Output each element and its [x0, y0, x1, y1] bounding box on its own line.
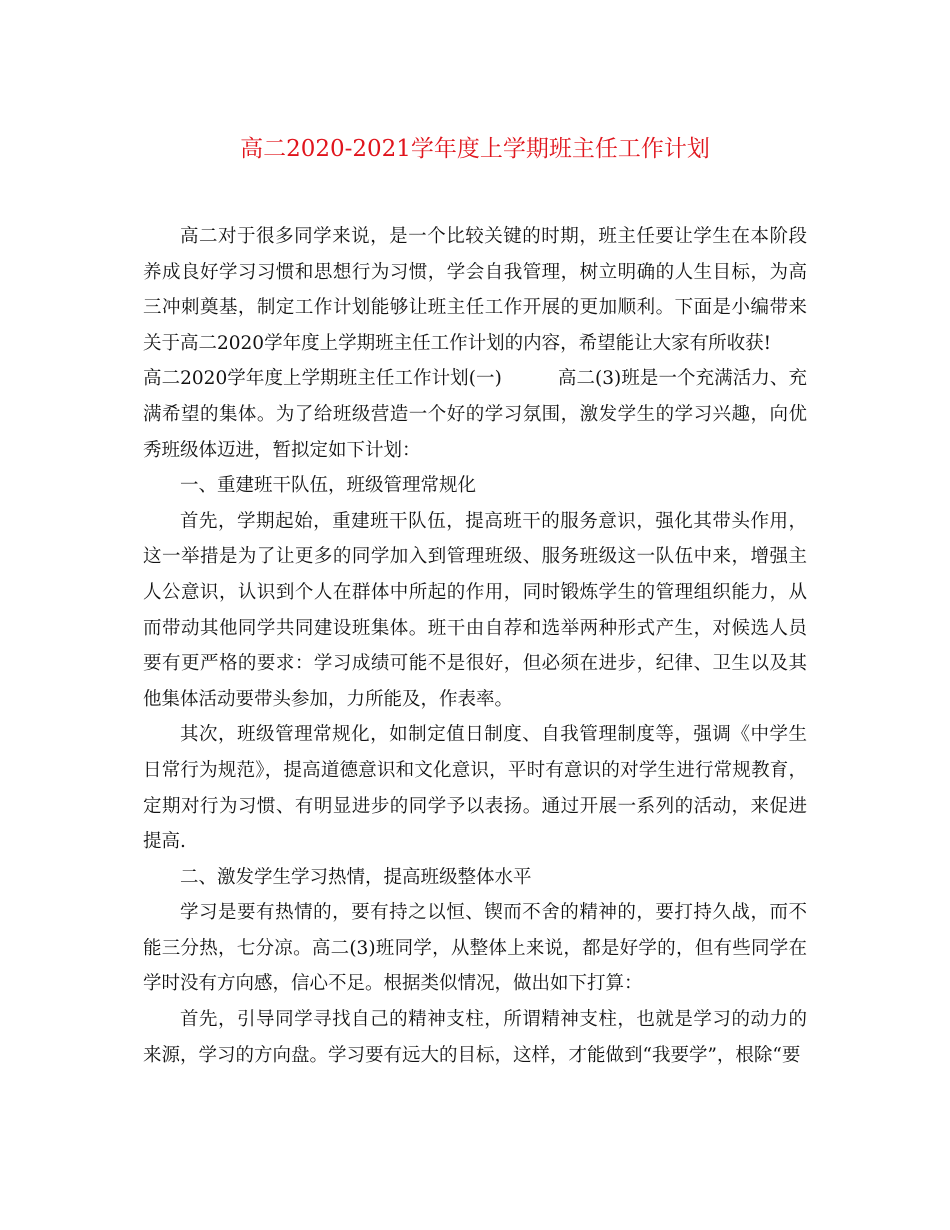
section-2-paragraph-2: 首先，引导同学寻找自己的精神支柱，所谓精神支柱，也就是学习的动力的来源，学习的方向盘。学习要有远大的目标，这样，才能做到“我要学”，根除“要 — [143, 1009, 807, 1066]
plan-intro: 高二(3)班是一个充满活力、充满希望的集体。为了给班级营造一个好的学习氛围，激发学生的学习兴趣，向优秀班级体迈进，暂拟定如下计划： — [143, 368, 807, 461]
section-2-heading: 二、激发学生学习热情，提高班级整体水平 — [180, 866, 532, 888]
section-2-paragraph-1: 学习是要有热情的，要有持之以恒、锲而不舍的精神的，要打持久战，而不能三分热，七分凉。高二(3)班同学，从整体上来说，都是好学的，但有些同学在学时没有方向感，信心不足。根据类似情况，做出如下打算： — [143, 902, 807, 995]
document-body — [143, 219, 807, 1073]
section-1-heading: 一、重建班干队伍，班级管理常规化 — [180, 475, 477, 497]
section-1-paragraph-2: 其次，班级管理常规化，如制定值日制度、自我管理制度等，强调《中学生日常行为规范》，提高道德意识和文化意识，平时有意识的对学生进行常规教育，定期对行为习惯、有明显进步的同学予以表扬。通过开展一系列的活动，来促进提高. — [143, 724, 807, 853]
document-title: 高二2020-2021学年度上学期班主任工作计划 — [240, 136, 710, 162]
intro-paragraph: 高二对于很多同学来说，是一个比较关键的时期，班主任要让学生在本阶段养成良好学习习惯和思想行为习惯，学会自我管理，树立明确的人生目标，为高三冲刺奠基，制定工作计划能够让班主任工作开展的更加顺利。下面是小编带来关于高二2020学年度上学期班主任工作计划的内容，希望能让大家有所收获! — [143, 226, 807, 354]
plan-heading: 高二2020学年度上学期班主任工作计划(一) — [143, 368, 502, 390]
section-1-paragraph-1: 首先，学期起始，重建班干队伍，提高班干的服务意识，强化其带头作用，这一举措是为了让更多的同学加入到管理班级、服务班级这一队伍中来，增强主人公意识，认识到个人在群体中所起的作用，同时锻炼学生的管理组织能力，从而带动其他同学共同建设班集体。班干由自荐和选举两种形式产生，对候选人员要有更严格的要求：学习成绩可能不是很好，但必须在进步，纪律、卫生以及其他集体活动要带头参加，力所能及，作表率。 — [143, 510, 807, 710]
plan-paragraph — [143, 361, 807, 468]
